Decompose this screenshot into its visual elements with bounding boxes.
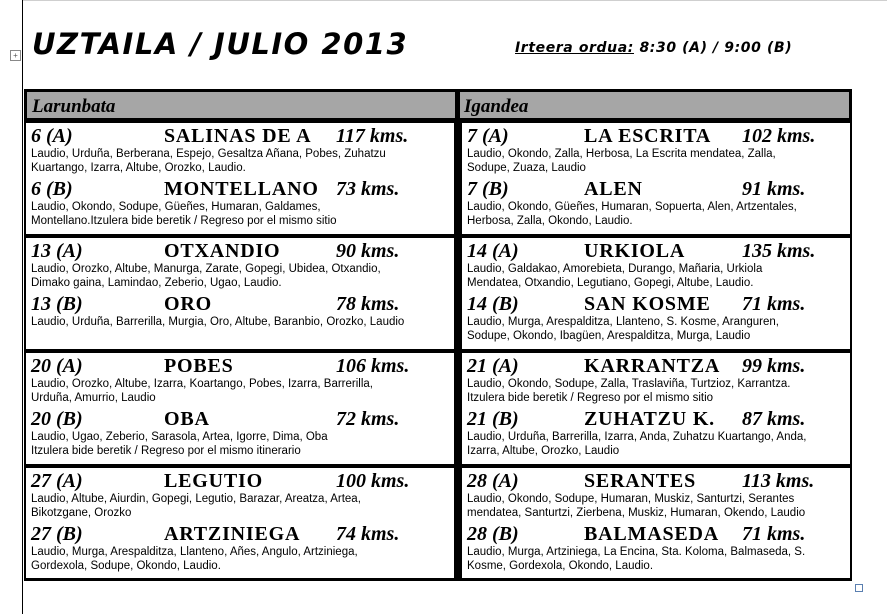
day-cell	[24, 121, 456, 236]
route-destination: OBA	[164, 408, 210, 430]
route-description-line: Laudio, Altube, Aiurdin, Gopegi, Legutio, Barazar, Areatza, Artea,	[31, 493, 361, 505]
route-description-line: Laudio, Okondo, Zalla, Herbosa, La Escrita mendatea, Zalla,	[467, 148, 776, 160]
route-code: 27 (B)	[31, 523, 83, 545]
route-description-line: Laudio, Urduña, Barrerilla, Murgia, Oro, Altube, Baranbio, Orozko, Laudio	[31, 316, 405, 328]
table-resize-handle[interactable]	[855, 584, 863, 592]
column-header-saturday: Larunbata	[24, 89, 458, 121]
route-entry	[26, 125, 454, 175]
route-entry	[26, 293, 454, 329]
route-distance: 71 kms.	[742, 293, 806, 315]
route-destination: SERANTES	[584, 470, 696, 492]
route-description-line: Laudio, Murga, Arespalditza, Llanteno, S. Kosme, Aranguren,	[467, 316, 779, 328]
route-description-line: Sodupe, Zuaza, Laudio	[467, 162, 586, 174]
route-entry	[26, 178, 454, 228]
route-code: 13 (A)	[31, 240, 83, 262]
route-description-line: Herbosa, Zalla, Okondo, Laudio.	[467, 215, 633, 227]
route-description-line: Laudio, Orozko, Altube, Manurga, Zarate, Gopegi, Ubidea, Otxandio,	[31, 263, 381, 275]
route-description-line: Dimako gaina, Lamindao, Zeberio, Ugao, Laudio.	[31, 277, 282, 289]
route-destination: SALINAS DE A	[164, 125, 312, 147]
route-distance: 78 kms.	[336, 293, 400, 315]
route-distance: 99 kms.	[742, 355, 806, 377]
route-description-line: Laudio, Okondo, Sodupe, Zalla, Traslaviña, Turtzioz, Karrantza.	[467, 378, 791, 390]
row-divider	[24, 349, 852, 352]
table-move-handle-icon[interactable]: +	[10, 50, 21, 61]
route-code: 7 (B)	[467, 178, 509, 200]
route-distance: 74 kms.	[336, 523, 400, 545]
route-description-line: mendatea, Santurtzi, Zierbena, Muskiz, Humaran, Okendo, Laudio	[467, 507, 806, 519]
route-entry	[26, 408, 454, 458]
column-header-sunday: Igandea	[456, 89, 852, 121]
route-description-line: Laudio, Murga, Artziniega, La Encina, Sta. Koloma, Balmaseda, S.	[467, 546, 806, 558]
route-entry	[462, 178, 850, 228]
route-distance: 73 kms.	[336, 178, 400, 200]
route-destination: POBES	[164, 355, 234, 377]
route-destination: ORO	[164, 293, 212, 315]
day-cell	[24, 351, 456, 466]
route-destination: BALMASEDA	[584, 523, 719, 545]
route-code: 14 (A)	[467, 240, 519, 262]
route-destination: LEGUTIO	[164, 470, 263, 492]
route-entry-heading	[26, 355, 454, 377]
route-entry-heading	[462, 470, 850, 492]
route-description-line: Kuartango, Izarra, Altube, Orozko, Laudio.	[31, 162, 246, 174]
day-cell	[460, 236, 852, 351]
route-entry	[26, 240, 454, 290]
route-description-line: Izarra, Altube, Orozko, Laudio	[467, 445, 620, 457]
route-code: 6 (B)	[31, 178, 73, 200]
route-description-line: Kosme, Gordexola, Okondo, Laudio.	[467, 560, 654, 572]
route-code: 28 (B)	[467, 523, 519, 545]
route-entry-heading	[26, 408, 454, 430]
route-code: 7 (A)	[467, 125, 509, 147]
departure-time-value: 8:30 (A) / 9:00 (B)	[633, 40, 793, 56]
route-entry-heading	[462, 293, 850, 315]
schedule-table	[24, 89, 852, 581]
route-description-line: Sodupe, Okondo, Ibagüen, Arespalditza, Murga, Laudio	[467, 330, 751, 342]
row-divider	[24, 578, 852, 581]
route-description-line: Laudio, Ugao, Zeberio, Sarasola, Artea, Igorre, Dima, Oba	[31, 431, 328, 443]
day-cell	[24, 236, 456, 351]
route-destination: MONTELLANO	[164, 178, 319, 200]
route-distance: 113 kms.	[742, 470, 815, 492]
route-code: 14 (B)	[467, 293, 519, 315]
route-destination: ZUHATZU K.	[584, 408, 715, 430]
day-cell	[460, 121, 852, 236]
route-entry	[462, 355, 850, 405]
route-distance: 90 kms.	[336, 240, 400, 262]
route-destination: ARTZINIEGA	[164, 523, 301, 545]
route-distance: 117 kms.	[336, 125, 409, 147]
route-entry	[462, 293, 850, 343]
route-description-line: Laudio, Okondo, Sodupe, Humaran, Muskiz, Santurtzi, Serantes	[467, 493, 795, 505]
route-distance: 100 kms.	[336, 470, 410, 492]
route-distance: 102 kms.	[742, 125, 816, 147]
route-description-line: Laudio, Galdakao, Amorebieta, Durango, Mañaria, Urkiola	[467, 263, 763, 275]
route-entry-heading	[462, 523, 850, 545]
row-divider	[24, 234, 852, 237]
route-destination: KARRANTZA	[584, 355, 721, 377]
route-code: 20 (A)	[31, 355, 83, 377]
route-entry-heading	[462, 125, 850, 147]
page-title: UZTAILA / JULIO 2013	[32, 27, 409, 61]
row-divider	[24, 464, 852, 467]
route-description-line: Gordexola, Sodupe, Okondo, Laudio.	[31, 560, 221, 572]
route-entry-heading	[26, 293, 454, 315]
route-description-line: Laudio, Urduña, Barrerilla, Izarra, Anda, Zuhatzu Kuartango, Anda,	[467, 431, 807, 443]
route-code: 28 (A)	[467, 470, 519, 492]
route-description-line: Laudio, Okondo, Sodupe, Güeñes, Humaran, Galdames,	[31, 201, 321, 213]
route-distance: 135 kms.	[742, 240, 816, 262]
route-description-line: Itzulera bide beretik / Regreso por el mismo sitio	[467, 392, 714, 404]
route-entry-heading	[462, 355, 850, 377]
route-distance: 106 kms.	[336, 355, 410, 377]
route-entry-heading	[462, 178, 850, 200]
route-description-line: Laudio, Murga, Arespalditza, Llanteno, Añes, Angulo, Artziniega,	[31, 546, 358, 558]
route-code: 21 (B)	[467, 408, 519, 430]
route-code: 27 (A)	[31, 470, 83, 492]
route-entry	[26, 355, 454, 405]
route-destination: ALEN	[584, 178, 643, 200]
route-entry	[462, 408, 850, 458]
route-entry-heading	[26, 125, 454, 147]
route-entry-heading	[26, 470, 454, 492]
day-cell	[460, 351, 852, 466]
route-entry-heading	[26, 240, 454, 262]
route-description-line: Bikotzgane, Orozko	[31, 507, 132, 519]
route-code: 13 (B)	[31, 293, 83, 315]
day-cell	[24, 466, 456, 581]
route-distance: 87 kms.	[742, 408, 806, 430]
route-description-line: Laudio, Orozko, Altube, Izarra, Koartango, Pobes, Izarra, Barrerilla,	[31, 378, 373, 390]
route-description-line: Laudio, Okondo, Güeñes, Humaran, Sopuerta, Alen, Artzentales,	[467, 201, 797, 213]
route-entry-heading	[462, 240, 850, 262]
route-destination: LA ESCRITA	[584, 125, 712, 147]
column-divider	[456, 89, 460, 581]
route-entry	[462, 240, 850, 290]
route-description-line: Urduña, Amurrio, Laudio	[31, 392, 156, 404]
page-top-edge	[22, 0, 887, 1]
route-entry-heading	[26, 523, 454, 545]
route-destination: URKIOLA	[584, 240, 686, 262]
route-distance: 91 kms.	[742, 178, 806, 200]
route-entry	[462, 125, 850, 175]
day-cell	[460, 466, 852, 581]
route-entry-heading	[26, 178, 454, 200]
route-entry	[26, 523, 454, 573]
route-destination: OTXANDIO	[164, 240, 281, 262]
departure-time-label: Irteera ordua:	[515, 40, 634, 56]
route-description-line: Itzulera bide beretik / Regreso por el mismo itinerario	[31, 445, 301, 457]
route-code: 6 (A)	[31, 125, 73, 147]
route-code: 21 (A)	[467, 355, 519, 377]
route-destination: SAN KOSME	[584, 293, 711, 315]
route-entry-heading	[462, 408, 850, 430]
page-left-margin	[22, 0, 23, 614]
route-entry	[26, 470, 454, 520]
route-distance: 72 kms.	[336, 408, 400, 430]
route-description-line: Mendatea, Otxandio, Legutiano, Gopegi, Altube, Laudio.	[467, 277, 754, 289]
route-description-line: Montellano.Itzulera bide beretik / Regreso por el mismo sitio	[31, 215, 337, 227]
departure-time	[515, 40, 792, 56]
route-distance: 71 kms.	[742, 523, 806, 545]
route-code: 20 (B)	[31, 408, 83, 430]
route-description-line: Laudio, Urduña, Berberana, Espejo, Gesaltza Añana, Pobes, Zuhatzu	[31, 148, 386, 160]
route-entry	[462, 470, 850, 520]
route-entry	[462, 523, 850, 573]
